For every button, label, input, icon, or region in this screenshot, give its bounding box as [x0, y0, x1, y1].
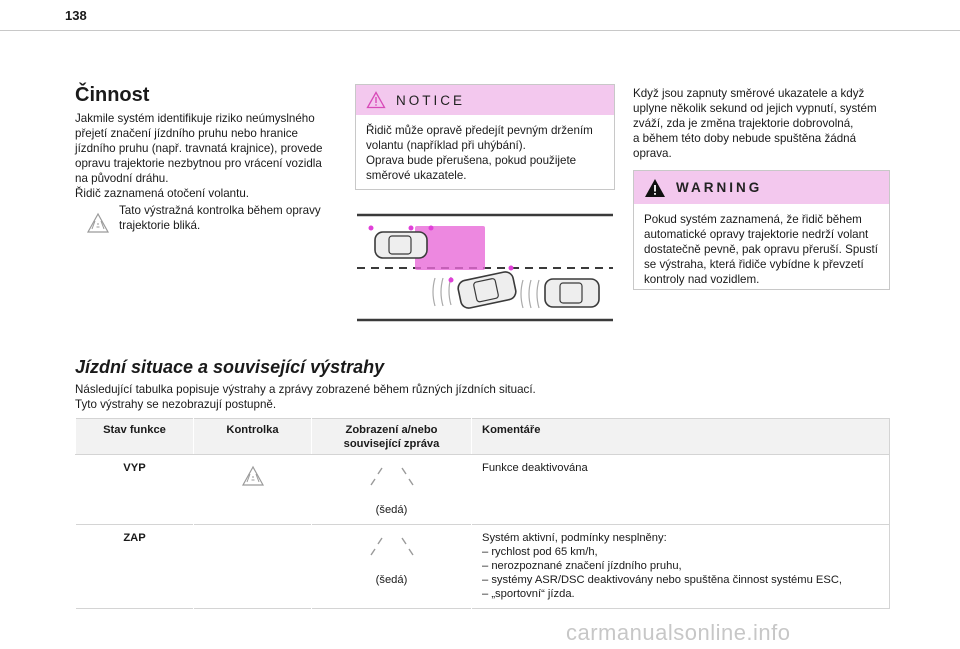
- comment-line: Systém aktivní, podmínky nesplněny:: [482, 532, 667, 544]
- text-line: opravu trajektorie nezbytnou pro vrácení vozidla: [75, 157, 322, 170]
- notice-header: [356, 85, 614, 115]
- warning-box: [633, 170, 890, 290]
- section-title-cinnost: Činnost: [75, 84, 150, 106]
- right-paragraph: [633, 86, 893, 161]
- section2-intro: [75, 382, 536, 412]
- text-line: Řidič může opravě předejít pevným držením: [366, 124, 593, 137]
- header-display: [312, 419, 472, 455]
- text-line: směrové ukazatele.: [366, 169, 467, 182]
- text-line: na původní dráhu.: [75, 172, 169, 185]
- display-color-label: (šedá): [375, 504, 408, 516]
- cell-status: [76, 525, 194, 609]
- comment-line: Funkce deaktivována: [482, 462, 588, 474]
- text-line: uplyne několik sekund od jejich vypnutí, systém: [633, 102, 877, 115]
- table-row: [76, 525, 890, 609]
- header-display-line: Zobrazení a/nebo: [345, 424, 438, 436]
- watermark: carmanualsonline.info: [566, 620, 791, 645]
- text-line: Následující tabulka popisuje výstrahy a zprávy zobrazené během různých jízdních situací.: [75, 383, 536, 396]
- text-line: automatické opravy trajektorie nedrží volant: [644, 228, 869, 241]
- lane-lines-icon: [368, 535, 416, 561]
- text-line: Jakmile systém identifikuje riziko neúmyslného: [75, 112, 315, 125]
- lane-lines-icon: [368, 465, 416, 491]
- text-line: Oprava bude přerušena, pokud použijete: [366, 154, 577, 167]
- notice-triangle-icon: [366, 91, 386, 109]
- cell-display: [312, 455, 472, 525]
- text-line: trajektorie bliká.: [119, 219, 201, 232]
- text-line: volantu (například při uhýbání).: [366, 139, 526, 152]
- lane-keeping-icon: [240, 465, 266, 487]
- text-line: dostatečně pevně, pak opravu přeruší. Spustí: [644, 243, 878, 256]
- status-value: VYP: [123, 462, 146, 474]
- text-line: kontroly nad vozidlem.: [644, 273, 760, 286]
- text-line: jízdního pruhu (např. travnatá krajnice), provede: [75, 142, 323, 155]
- table-row: [76, 455, 890, 525]
- text-line: Tyto výstrahy se nezobrazují postupně.: [75, 398, 277, 411]
- notice-title: NOTICE: [396, 92, 466, 108]
- text-line: oprava.: [633, 147, 672, 160]
- text-line: Řidič zaznamená otočení volantu.: [75, 187, 250, 200]
- text-line: Pokud systém zaznamená, že řidič během: [644, 213, 862, 226]
- section1-paragraph: [75, 111, 345, 201]
- text-line: Tato výstražná kontrolka během opravy: [119, 204, 321, 217]
- display-color-label: (šedá): [375, 574, 408, 586]
- comment-line: – systémy ASR/DSC deaktivovány nebo spuštěna činnost systému ESC,: [482, 574, 843, 586]
- table-header-row: [76, 419, 890, 455]
- comment-line: – rychlost pod 65 km/h,: [482, 546, 598, 558]
- warning-header: [634, 171, 889, 204]
- cell-comments: [472, 525, 890, 609]
- cell-status: [76, 455, 194, 525]
- comment-line: – „sportovní“ jízda.: [482, 588, 575, 600]
- notice-box: [355, 84, 615, 190]
- text-line: se výstraha, která řidiče vybídne k převzetí: [644, 258, 864, 271]
- indicator-note: [85, 203, 345, 234]
- warning-triangle-icon: [644, 178, 666, 198]
- cell-comments: [472, 455, 890, 525]
- lane-keeping-icon: [85, 212, 111, 234]
- warning-title: WARNING: [676, 180, 763, 195]
- header-display-line: související zpráva: [343, 438, 440, 450]
- cell-display: [312, 525, 472, 609]
- header-indicator: Kontrolka: [194, 419, 312, 455]
- section-title-driving-situations: Jízdní situace a související výstrahy: [75, 357, 385, 377]
- status-table: [75, 418, 890, 609]
- cell-indicator: [194, 455, 312, 525]
- text-line: přejetí značení jízdního pruhu nebo hranice: [75, 127, 299, 140]
- text-line: a během této doby nebude spuštěna žádná: [633, 132, 857, 145]
- header-status: Stav funkce: [76, 419, 194, 455]
- lane-correction-illustration: [355, 210, 615, 325]
- status-value: ZAP: [123, 532, 146, 544]
- comment-line: – nerozpoznané značení jízdního pruhu,: [482, 560, 682, 572]
- text-line: Když jsou zapnuty směrové ukazatele a když: [633, 87, 865, 100]
- page-number: 138: [65, 8, 87, 23]
- cell-indicator: [194, 525, 312, 609]
- header-comments: Komentáře: [472, 419, 890, 455]
- top-rule: [0, 30, 960, 31]
- text-line: zváží, zda je změna trajektorie dobrovolná,: [633, 117, 854, 130]
